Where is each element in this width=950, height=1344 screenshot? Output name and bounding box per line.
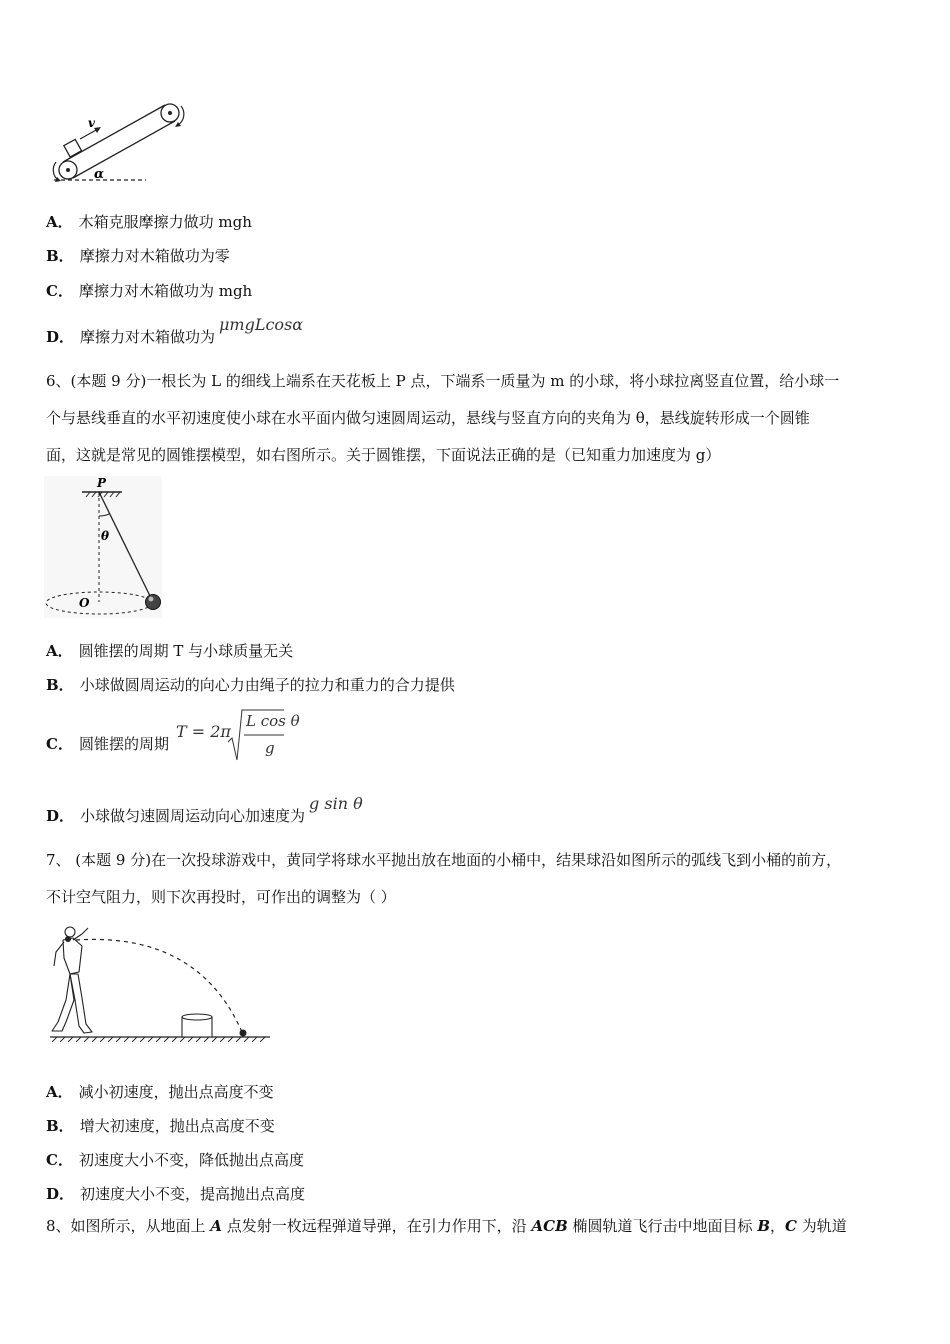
conveyor-belt-figure (46, 96, 196, 188)
q6-option-d-formula: g sin θ (309, 794, 363, 813)
q7-option-c: C． 初速度大小不变，降低抛出点高度 (46, 1151, 304, 1169)
q6-option-d: D． 小球做匀速圆周运动向心加速度为g sin θ (46, 794, 363, 825)
q6-option-c-formula: T = 2π L cos θ g (176, 706, 306, 762)
q5-option-c: C． 摩擦力对木箱做功为 mgh (46, 282, 253, 300)
q6-option-c: C． 圆锥摆的周期 (46, 735, 169, 753)
q7-option-b: B． 增大初速度，抛出点高度不变 (46, 1117, 275, 1135)
point-p-label: P (97, 476, 107, 490)
q5-option-d: D． 摩擦力对木箱做功为μmgLcosα (46, 315, 304, 346)
q6-stem: 6、(本题 9 分)一根长为 L 的细线上端系在天花板上 P 点，下端系一质量为 m 的小球，将小球拉离竖直位置，给小球一 个与悬线垂直的水平初速度使小球在水平面内做匀速圆周运动，悬线与竖直方向的夹角为 θ，悬线旋转形成一个圆锥 面，这就是常见的圆锥摆模型，如右图所示。关于圆锥摆，下面说法正确的是（已知重力加速度为 g） (46, 372, 840, 464)
q5-option-a: A． 木箱克服摩擦力做功 mgh (46, 213, 252, 231)
q6-option-a: A． 圆锥摆的周期 T 与小球质量无关 (46, 642, 294, 660)
center-o-label: O (79, 596, 90, 610)
angle-label: α (94, 167, 105, 182)
q8-stem: 8、如图所示，从地面上 A 点发射一枚远程弹道导弹，在引力作用下，沿 ACB 椭圆轨道飞行击中地面目标 B，C 为轨道 (46, 1217, 847, 1235)
q5-option-b: B． 摩擦力对木箱做功为零 (46, 247, 230, 265)
conical-pendulum-figure (44, 476, 166, 620)
throw-figure (48, 922, 274, 1044)
velocity-label: v (88, 116, 95, 130)
q7-option-d: D． 初速度大小不变，提高抛出点高度 (46, 1185, 306, 1203)
theta-label: θ (101, 529, 110, 543)
q7-stem: 7、 (本题 9 分)在一次投球游戏中，黄同学将球水平抛出放在地面的小桶中，结果球沿如图所示的弧线飞到小桶的前方， 不计空气阻力，则下次再投时，可作出的调整为（ ） (46, 851, 842, 906)
q7-option-a: A． 减小初速度，抛出点高度不变 (46, 1083, 274, 1101)
q6-option-b: B． 小球做圆周运动的向心力由绳子的拉力和重力的合力提供 (46, 676, 455, 694)
q5-option-d-formula: μmgLcosα (219, 315, 304, 334)
